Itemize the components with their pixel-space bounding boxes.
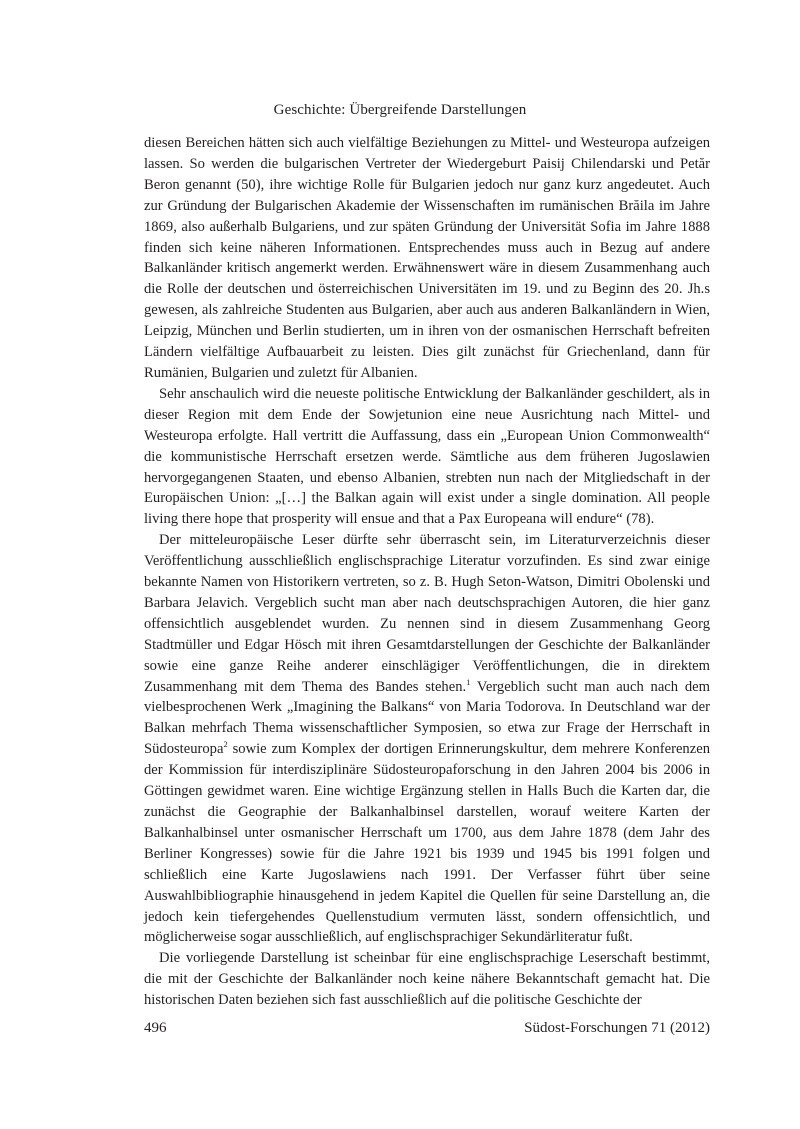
paragraph-1: diesen Bereichen hätten sich auch vielfältige Beziehungen zu Mittel- und Westeuropa aufzeigen lassen. So werden die bulgarischen Vertreter der Wiedergeburt Paisij Chilendarski und Petăr Beron genannt (50), ihre wichtige Rolle für Bulgarien jedoch nur ganz kurz angedeutet. Auch zur Gründung der Bulgarischen Akademie der Wissenschaften im rumänischen Brăila im Jahre 1869, also außerhalb Bulgariens, und zur späten Gründung der Universität Sofia im Jahre 1888 finden sich keine näheren Informationen. Entsprechendes muss auch in Bezug auf andere Balkanländer kritisch angemerkt werden. Erwähnenswert wäre in diesem Zusammenhang auch die Rolle der deutschen und österreichischen Universitäten im 19. und zu Beginn des 20. Jh.s gewesen, als zahlreiche Studenten aus Bulgarien, aber auch aus anderen Balkanländern in Wien, Leipzig, München und Berlin studierten, um in ihren von der osmanischen Herrschaft befreiten Ländern vielfältige Aufbauarbeit zu leisten. Dies gilt zunächst für Griechenland, dann für Rumänien, Bulgarien und zuletzt für Albanien. xyxy=(144,135,710,381)
paragraph-4: Die vorliegende Darstellung ist scheinbar für eine englischsprachige Leserschaft bestimmt, die mit der Geschichte der Balkanländer noch keine nähere Bekanntschaft gemacht hat. Die historischen Daten beziehen sich fast ausschließlich auf die politische Geschichte der xyxy=(144,950,710,1009)
journal-citation: Südost-Forschungen 71 (2012) xyxy=(524,1020,710,1036)
page-number: 496 xyxy=(144,1020,167,1036)
body-text xyxy=(144,133,710,1011)
paragraph-3-part-2: Vergeblich sucht man auch nach dem vielbesprochenen Werk „Imagining the Balkans“ von Maria Todorova. In Deutschland war der Balkan mehrfach Thema wissenschaftlicher Symposien, so etwa zur Frage der Herrschaft in Südosteuropa xyxy=(144,678,710,758)
paragraph-3-part-3: sowie zum Komplex der dortigen Erinnerungskultur, dem mehrere Konferenzen der Kommission für interdisziplinäre Südosteuropaforschung in den Jahren 2004 bis 2006 in Göttingen gewidmet waren. Eine wichtige Ergänzung stellen in Halls Buch die Karten dar, die zunächst die Geographie der Balkanhalbinsel darstellen, worauf weitere Karten der Balkanhalbinsel unter osmanischer Herrschaft um 1700, aus dem Jahre 1878 (dem Jahr des Berliner Kongresses) sowie für die Jahre 1921 bis 1939 und 1945 bis 1991 folgen und schließlich eine Karte Jugoslawiens nach 1991. Der Verfasser führt über seine Auswahlbibliographie hinausgehend in jedem Kapitel die Quellen für seine Darstellung an, die jedoch kein tiefergehendes Quellenstudium vermuten lässt, sondern offensichtlich, und möglicherweise sogar ausschließlich, auf englischsprachiger Sekundärliteratur fußt. xyxy=(144,741,710,946)
paragraph-3-part-1: Der mitteleuropäische Leser dürfte sehr überrascht sein, im Literaturverzeichnis dieser Veröffentlichung ausschließlich englischsprachige Literatur vorzufinden. Es sind zwar einige bekannte Namen von Historikern vertreten, so z. B. Hugh Seton-Watson, Dimitri Obolenski und Barbara Jelavich. Vergeblich sucht man aber nach deutschsprachigen Autoren, die hier ganz offensichtlich ausgeblendet wurden. Zu nennen sind in diesem Zusammenhang Georg Stadtmüller und Edgar Hösch mit ihren Gesamtdarstellungen der Geschichte der Balkanländer sowie eine ganze Reihe anderer einschlägiger Veröffentlichungen, die in direktem Zusammenhang mit dem Thema des Bandes stehen. xyxy=(144,532,710,695)
paragraph-3 xyxy=(144,530,710,948)
footnote-ref-1[interactable]: 1 xyxy=(466,676,471,687)
footnote-ref-2[interactable]: 2 xyxy=(223,739,228,750)
running-head: Geschichte: Übergreifende Darstellungen xyxy=(273,102,527,118)
paragraph-2: Sehr anschaulich wird die neueste politische Entwicklung der Balkanländer geschildert, als in dieser Region mit dem Ende der Sowjetunion eine neue Ausrichtung nach Mittel- und Westeuropa erfolgte. Hall vertritt die Auffassung, dass ein „European Union Commonwealth“ die kommunistische Herrschaft ersetzen werde. Sämtliche aus dem früheren Jugoslawien hervorgegangenen Staaten, und ebenso Albanien, strebten nun nach der Mitgliedschaft in der Europäischen Union: „[…] the Balkan again will exist under a single domination. All people living there hope that prosperity will ensue and that a Pax Europeana will endure“ (78). xyxy=(144,385,710,528)
